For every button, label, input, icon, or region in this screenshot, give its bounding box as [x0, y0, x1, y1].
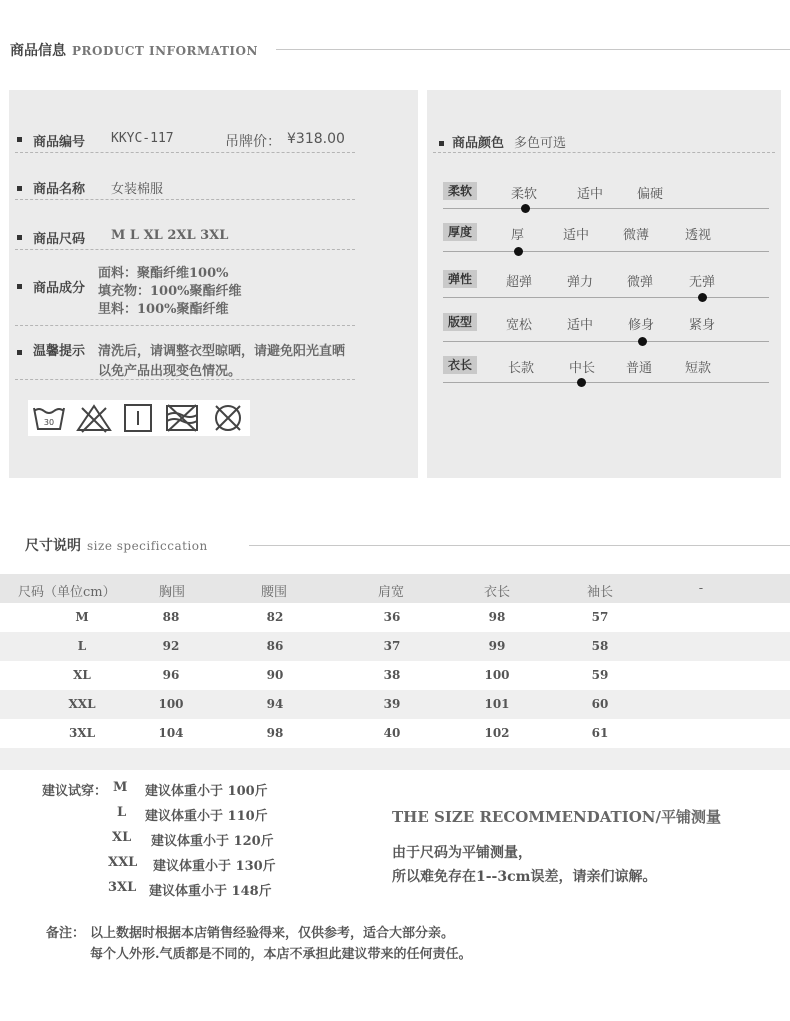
recommendation-text: 建议体重小于 110斤 [145, 809, 268, 824]
table-cell: 36 [383, 610, 401, 624]
note-line: 以上数据时根据本店销售经验得来，仅供参考，适合大部分亲。 [90, 926, 455, 941]
product-code-label: 商品编号 [33, 135, 86, 150]
attr-selected-marker [638, 337, 647, 346]
product-name-label: 商品名称 [33, 182, 86, 197]
no-tumble-dry-icon [164, 403, 200, 433]
table-cell: 38 [383, 668, 401, 682]
size-spec-title-cn: 尺寸说明 [25, 538, 81, 554]
divider [15, 379, 355, 380]
attr-tag-length: 衣长 [443, 356, 477, 374]
composition-label: 商品成分 [33, 281, 86, 296]
bullet-icon [17, 235, 22, 240]
composition-line: 填充物：100%聚酯纤维 [98, 284, 242, 299]
attr-option: 偏硬 [637, 187, 664, 202]
bullet-icon [439, 141, 444, 146]
attr-option: 厚 [511, 228, 525, 243]
tips-line: 清洗后，请调整衣型晾晒，请避免阳光直晒 [98, 344, 346, 359]
price-label: 吊牌价： [225, 134, 281, 150]
attr-option: 无弹 [689, 275, 716, 290]
divider [15, 152, 355, 153]
table-cell: 98 [266, 726, 284, 740]
attr-tag-softness: 柔软 [443, 182, 477, 200]
product-size-value: M L XL 2XL 3XL [111, 228, 229, 243]
table-cell: 88 [162, 610, 180, 624]
attr-option: 适中 [563, 228, 590, 243]
recommendation-size: L [117, 805, 127, 820]
attr-option: 普通 [626, 361, 653, 376]
divider [15, 325, 355, 326]
recommendation-text: 建议体重小于 100斤 [145, 784, 268, 799]
size-spec-divider [249, 545, 790, 546]
product-info-title [10, 40, 258, 60]
table-cell: L [77, 639, 87, 653]
attr-option: 微弹 [627, 275, 654, 290]
table-cell: 86 [266, 639, 284, 653]
price-value: ¥318.00 [287, 131, 345, 147]
color-label: 商品颜色 [452, 136, 505, 151]
table-footer-band [0, 748, 790, 770]
attr-option: 长款 [508, 361, 535, 376]
measurement-note: 由于尺码为平铺测量， [392, 845, 532, 861]
divider [15, 199, 355, 200]
attr-selected-marker [514, 247, 523, 256]
recommendation-size: XL [112, 830, 132, 845]
attr-track [443, 341, 769, 342]
product-size-label: 商品尺码 [33, 232, 86, 247]
table-cell: XXL [68, 697, 96, 711]
wash-temp: 30 [43, 418, 55, 427]
divider [433, 152, 775, 153]
attr-selected-marker [698, 293, 707, 302]
attr-tag-elasticity: 弹性 [443, 270, 477, 288]
table-header-cell: 衣长 [483, 585, 510, 600]
bullet-icon [17, 284, 22, 289]
note-line: 每个人外形.气质都是不同的，本店不承担此建议带来的任何责任。 [90, 947, 472, 962]
table-cell: 102 [484, 726, 510, 740]
measurement-note: 所以难免存在1--3cm误差，请亲们谅解。 [392, 869, 657, 885]
composition-line: 面料：聚酯纤维100% [98, 266, 229, 281]
attr-track [443, 208, 769, 209]
note-label: 备注： [46, 926, 86, 941]
attr-selected-marker [577, 378, 586, 387]
attr-option: 弹力 [567, 275, 594, 290]
attr-option: 宽松 [506, 318, 533, 333]
bullet-icon [17, 186, 22, 191]
table-cell: 98 [488, 610, 506, 624]
attr-option: 适中 [577, 187, 604, 202]
table-cell: 37 [383, 639, 401, 653]
divider [15, 249, 355, 250]
bullet-icon [17, 350, 22, 355]
color-value: 多色可选 [514, 136, 567, 151]
recommendation-lead: 建议试穿： [42, 784, 108, 799]
table-cell: 94 [266, 697, 284, 711]
table-cell: 100 [484, 668, 510, 682]
table-cell: 90 [266, 668, 284, 682]
table-cell: 96 [162, 668, 180, 682]
recommendation-text: 建议体重小于 148斤 [149, 884, 272, 899]
attr-selected-marker [521, 204, 530, 213]
recommendation-size: XXL [108, 855, 138, 870]
table-cell: 58 [591, 639, 609, 653]
table-header-cell: 袖长 [586, 585, 613, 600]
recommendation-size: M [113, 780, 128, 795]
wash-30-icon [31, 403, 67, 433]
attr-option: 短款 [685, 361, 712, 376]
line-dry-icon [120, 403, 156, 433]
table-cell: XL [73, 668, 91, 682]
table-cell: 104 [158, 726, 184, 740]
attr-option: 中长 [569, 361, 596, 376]
product-info-title-en: PRODUCT INFORMATION [72, 44, 258, 58]
attr-option: 透视 [685, 228, 712, 243]
recommendation-text: 建议体重小于 120斤 [151, 834, 274, 849]
attr-track [443, 251, 769, 252]
attr-option: 柔软 [511, 187, 538, 202]
product-code-value: KKYC-117 [111, 131, 174, 146]
size-recommendation-title: THE SIZE RECOMMENDATION/平铺测量 [392, 808, 721, 826]
tips-label: 温馨提示 [33, 344, 86, 359]
recommendation-size: 3XL [108, 880, 137, 895]
table-cell: 57 [591, 610, 609, 624]
product-info-divider [276, 49, 790, 50]
product-name-value: 女装棉服 [111, 182, 164, 197]
attr-option: 紧身 [689, 318, 716, 333]
attr-tag-thickness: 厚度 [443, 223, 477, 241]
table-cell: 40 [383, 726, 401, 740]
table-header-cell: 胸围 [158, 585, 185, 600]
no-dry-clean-icon [210, 403, 246, 433]
recommendation-text: 建议体重小于 130斤 [153, 859, 276, 874]
table-cell: 39 [383, 697, 401, 711]
table-cell: 99 [488, 639, 506, 653]
no-bleach-icon [76, 403, 112, 433]
table-cell: 3XL [68, 726, 96, 740]
attr-option: 微薄 [623, 228, 650, 243]
product-info-title-cn: 商品信息 [10, 43, 66, 59]
table-header-cell: - [698, 581, 704, 596]
table-cell: 61 [591, 726, 609, 740]
size-spec-title [25, 535, 208, 555]
size-spec-title-en: size specificcation [87, 539, 208, 553]
table-cell: 82 [266, 610, 284, 624]
attr-option: 超弹 [506, 275, 533, 290]
table-cell: 60 [591, 697, 609, 711]
composition-line: 里料：100%聚酯纤维 [98, 302, 229, 317]
table-cell: M [75, 610, 89, 624]
attr-tag-fit: 版型 [443, 313, 477, 331]
table-header-cell: 尺码（单位cm） [18, 585, 116, 600]
table-header-cell: 腰围 [260, 585, 287, 600]
attr-track [443, 382, 769, 383]
table-cell: 92 [162, 639, 180, 653]
table-cell: 100 [158, 697, 184, 711]
attr-track [443, 297, 769, 298]
tips-line: 以免产品出现变色情况。 [98, 364, 242, 379]
table-header-cell: 肩宽 [377, 585, 404, 600]
attr-option: 适中 [567, 318, 594, 333]
bullet-icon [17, 137, 22, 142]
attr-option: 修身 [628, 318, 655, 333]
table-cell: 101 [484, 697, 510, 711]
table-cell: 59 [591, 668, 609, 682]
